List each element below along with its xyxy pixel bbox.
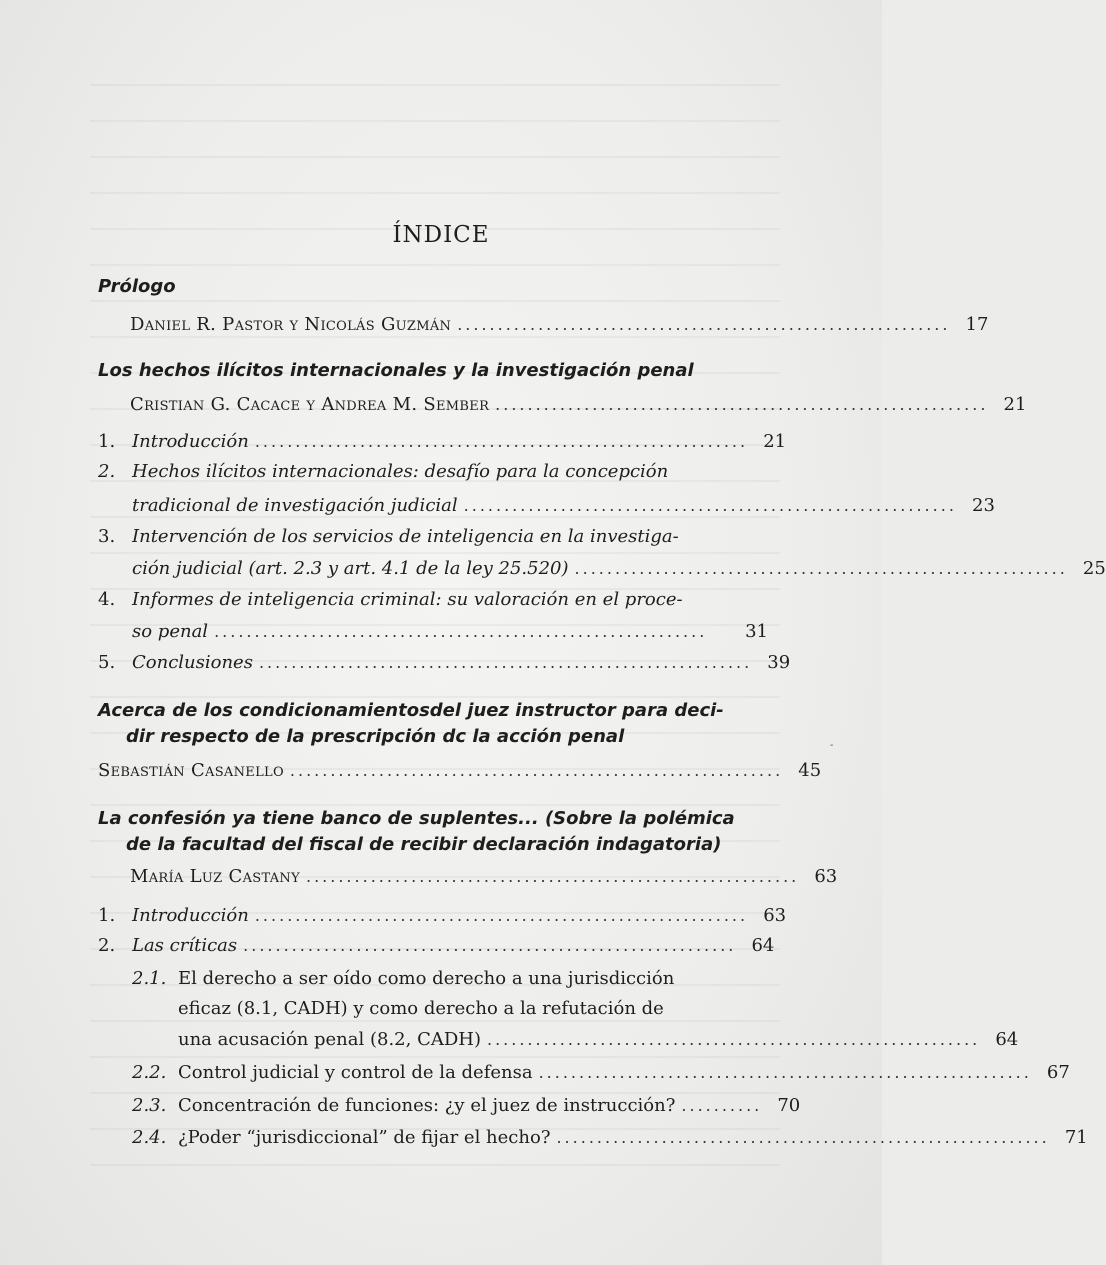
dot-leader: ............................................................. — [556, 1128, 1050, 1147]
toc-entry[interactable] — [98, 933, 775, 959]
stray-mark: - — [830, 740, 834, 751]
dot-leader: ............................................................. — [463, 496, 957, 515]
entry-page-number: 70 — [777, 1095, 801, 1116]
dot-leader: ............................................................. — [258, 653, 753, 672]
entry-title-line: ción judicial (art. 2.3 y art. 4.1 de la ley 25.520) — [132, 558, 569, 579]
entry-page-number: 63 — [763, 905, 787, 926]
entry-number: 1. — [98, 905, 116, 926]
entry-title: Introducción — [132, 431, 249, 452]
entry-page-number: 64 — [995, 1029, 1019, 1050]
toc-entry[interactable] — [132, 1060, 1070, 1086]
dot-leader: ............................................................. — [254, 432, 749, 451]
entry-author: Cristian G. Cacace y Andrea M. Sember — [130, 394, 490, 415]
entry-page-number: 25 — [1082, 558, 1106, 579]
entry-page-number: 45 — [798, 760, 822, 781]
entry-page-number: 63 — [814, 866, 838, 887]
entry-number: 2.2. — [132, 1062, 167, 1083]
toc-entry[interactable] — [132, 1093, 801, 1119]
entry-title: Control judicial y control de la defensa — [178, 1062, 533, 1083]
entry-number: 1. — [98, 431, 116, 452]
page-title: ÍNDICE — [392, 222, 490, 248]
toc-entry[interactable] — [98, 429, 787, 455]
entry-title-line: tradicional de investigación judicial — [132, 495, 458, 516]
dot-leader: .......... — [681, 1096, 763, 1115]
toc-entry[interactable] — [98, 903, 787, 929]
entry-number: 2. — [98, 461, 116, 482]
toc-entry[interactable] — [98, 556, 1106, 582]
heading-line: dir respecto de la prescripción dc la acción penal — [126, 726, 625, 747]
entry-title: ¿Poder “jurisdiccional” de fijar el hecho? — [178, 1127, 551, 1148]
entry-title-line: eficaz (8.1, CADH) y como derecho a la refutación de — [178, 998, 664, 1019]
entry-title-line: una acusación penal (8.2, CADH) — [178, 1029, 481, 1050]
entry-title: Las críticas — [132, 935, 238, 956]
section-heading-hechos-ilicitos: Los hechos ilícitos internacionales y la investigación penal — [98, 360, 694, 381]
entry-number: 2.4. — [132, 1127, 167, 1148]
section-heading-confesion — [98, 806, 738, 858]
dot-leader: ............................................................. — [243, 936, 737, 955]
entry-number: 4. — [98, 589, 116, 610]
entry-page-number: 39 — [767, 652, 791, 673]
entry-title-line: Hechos ilícitos internacionales: desafío para la concepción — [132, 461, 669, 482]
dot-leader: ............................................................. — [487, 1030, 981, 1049]
toc-entry-author[interactable] — [98, 312, 989, 338]
entry-number: 2.1. — [132, 968, 167, 989]
section-heading-condicionamientos — [98, 698, 738, 750]
entry-title-line: Informes de inteligencia criminal: su valoración en el proce- — [132, 589, 683, 610]
toc-entry-author[interactable] — [98, 392, 1027, 418]
entry-page-number: 64 — [751, 935, 775, 956]
entry-title-line: so penal — [132, 621, 209, 642]
dot-leader: ............................................................. — [306, 867, 800, 886]
section-heading-prologo: Prólogo — [98, 276, 176, 297]
entry-title: Conclusiones — [132, 652, 253, 673]
entry-author: Sebastián Casanello — [98, 760, 284, 781]
heading-line: Acerca de los condicionamientosdel juez instructor para deci- — [98, 700, 724, 721]
entry-title-line: El derecho a ser oído como derecho a una jurisdicción — [178, 968, 675, 989]
entry-title: Concentración de funciones: ¿y el juez de instrucción? — [178, 1095, 676, 1116]
entry-page-number: 71 — [1064, 1127, 1088, 1148]
entry-title-line: Intervención de los servicios de inteligencia en la investiga- — [132, 526, 679, 547]
entry-page-number: 23 — [972, 495, 995, 516]
dot-leader: ............................................................. — [457, 315, 951, 334]
toc-entry[interactable] — [132, 1125, 1088, 1151]
entry-number: 5. — [98, 652, 116, 673]
entry-number: 2. — [98, 935, 116, 956]
toc-entry-author[interactable] — [98, 864, 838, 890]
heading-line: La confesión ya tiene banco de suplentes... (Sobre la polémica — [98, 808, 735, 829]
dot-leader: ............................................................. — [538, 1063, 1032, 1082]
heading-line: de la facultad del fiscal de recibir declaración indagatoria) — [126, 834, 722, 855]
dot-leader: ............................................................. — [574, 559, 1068, 578]
toc-entry-author[interactable] — [98, 758, 822, 784]
entry-number: 2.3. — [132, 1095, 167, 1116]
entry-page-number: 17 — [965, 314, 989, 335]
dot-leader: ............................................................. — [254, 906, 749, 925]
toc-entry[interactable] — [178, 1027, 1019, 1053]
toc-entry[interactable] — [98, 493, 995, 519]
entry-page-number: 31 — [745, 621, 768, 642]
entry-number: 3. — [98, 526, 116, 547]
entry-author: María Luz Castany — [130, 866, 300, 887]
entry-page-number: 67 — [1046, 1062, 1070, 1083]
entry-author: Daniel R. Pastor y Nicolás Guzmán — [130, 314, 452, 335]
toc-entry[interactable] — [98, 619, 768, 645]
dot-leader: ............................................................. — [289, 761, 784, 780]
entry-page-number: 21 — [1003, 394, 1027, 415]
dot-leader: ............................................................. — [214, 622, 708, 641]
dot-leader: ............................................................. — [495, 395, 989, 414]
toc-entry[interactable] — [98, 650, 791, 676]
entry-page-number: 21 — [763, 431, 787, 452]
entry-title: Introducción — [132, 905, 249, 926]
